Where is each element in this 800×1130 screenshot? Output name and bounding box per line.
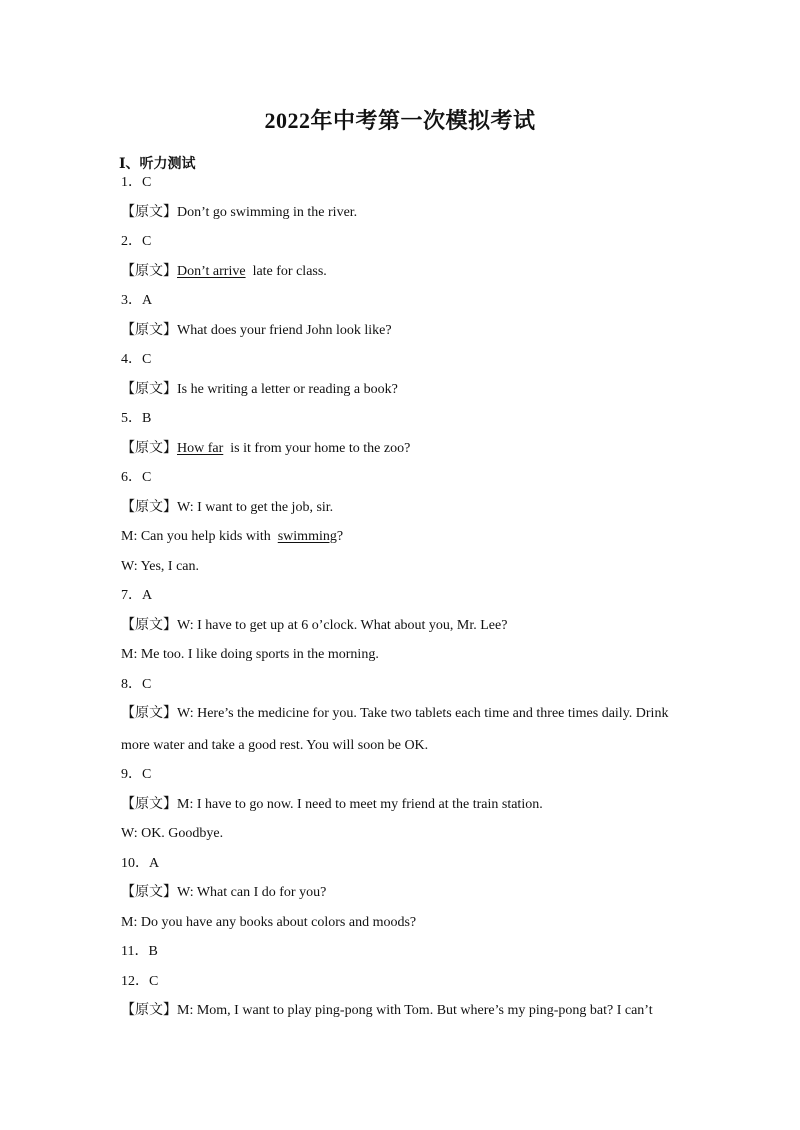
transcript-text: M: Can you help kids with bbox=[121, 529, 278, 544]
answer-number: 5．B bbox=[121, 411, 152, 426]
answer-number: 11．B bbox=[121, 944, 158, 959]
transcript-tag: 【原文】 bbox=[121, 204, 177, 220]
answer-number: 12．C bbox=[121, 973, 159, 989]
transcript-text: W: Yes, I can. bbox=[121, 558, 200, 574]
transcript-line bbox=[121, 381, 691, 399]
transcript-text: M: Me too. I like doing sports in the morning. bbox=[121, 647, 379, 662]
transcript-line bbox=[121, 796, 691, 814]
transcript-tag: 【原文】 bbox=[121, 796, 177, 812]
transcript-text: W: I have to get up at 6 o’clock. What about you, Mr. Lee? bbox=[177, 617, 508, 633]
transcript-text: late for class. bbox=[245, 263, 327, 279]
dialogue-line bbox=[121, 646, 691, 664]
transcript-text: is it from your home to the zoo? bbox=[223, 440, 411, 456]
transcript-tag: 【原文】 bbox=[121, 381, 177, 397]
transcript-text: W: Here’s the medicine for you. Take two tablets each time and three times daily. Drink more water and take a good rest. You will soon be OK. bbox=[121, 706, 672, 753]
answer-number: 8．C bbox=[121, 676, 152, 692]
answer-number: 2．C bbox=[121, 234, 152, 249]
transcript-line bbox=[121, 698, 691, 762]
underlined-text: Don’t arrive bbox=[177, 263, 246, 279]
transcript-tag: 【原文】 bbox=[121, 263, 177, 279]
transcript-tag: 【原文】 bbox=[121, 322, 177, 338]
answer-number: 9．C bbox=[121, 767, 152, 782]
transcript-text: M: Do you have any books about colors and moods? bbox=[121, 914, 417, 930]
transcript-line bbox=[121, 617, 691, 635]
transcript-text: W: I want to get the job, sir. bbox=[177, 499, 334, 515]
transcript-tag: 【原文】 bbox=[121, 885, 177, 900]
transcript-line bbox=[121, 1002, 691, 1020]
answer-number: 7．A bbox=[121, 588, 153, 603]
transcript-line bbox=[121, 499, 691, 517]
transcript-tag: 【原文】 bbox=[121, 440, 177, 456]
dialogue-line bbox=[121, 528, 691, 546]
answer-list bbox=[121, 174, 691, 1032]
answer-number: 4．C bbox=[121, 352, 152, 367]
transcript-line bbox=[121, 204, 691, 222]
transcript-text: What does your friend John look like? bbox=[177, 322, 392, 338]
dialogue-line bbox=[121, 825, 691, 843]
dialogue-line bbox=[121, 914, 691, 932]
answer-number: 6．C bbox=[121, 470, 152, 485]
transcript-text: Don’t go swimming in the river. bbox=[177, 204, 358, 220]
answer-number: 3．A bbox=[121, 293, 153, 308]
transcript-text: M: Mom, I want to play ping-pong with Tom. But where’s my ping-pong bat? I can’t bbox=[177, 1003, 653, 1018]
transcript-text: W: What can I do for you? bbox=[177, 885, 327, 900]
transcript-text: ? bbox=[336, 529, 344, 544]
transcript-text: W: OK. Goodbye. bbox=[121, 826, 224, 841]
document-title: 2022年中考第一次模拟考试 bbox=[264, 108, 536, 133]
transcript-tag: 【原文】 bbox=[121, 617, 177, 633]
underlined-text: How far bbox=[177, 440, 224, 456]
answer-number: 1．C bbox=[121, 175, 152, 190]
dialogue-line bbox=[121, 558, 691, 576]
transcript-text: M: I have to go now. I need to meet my friend at the train station. bbox=[177, 796, 543, 812]
answer-number: 10．A bbox=[121, 855, 160, 871]
transcript-tag: 【原文】 bbox=[121, 706, 177, 721]
transcript-line bbox=[121, 440, 691, 458]
section-heading: Ⅰ、听力测试 bbox=[119, 157, 196, 172]
transcript-tag: 【原文】 bbox=[121, 499, 177, 515]
underlined-text: swimming bbox=[277, 529, 337, 544]
transcript-tag: 【原文】 bbox=[121, 1003, 177, 1018]
transcript-line bbox=[121, 322, 691, 340]
transcript-line bbox=[121, 884, 691, 902]
transcript-line bbox=[121, 263, 691, 281]
transcript-text: Is he writing a letter or reading a book? bbox=[177, 381, 398, 397]
